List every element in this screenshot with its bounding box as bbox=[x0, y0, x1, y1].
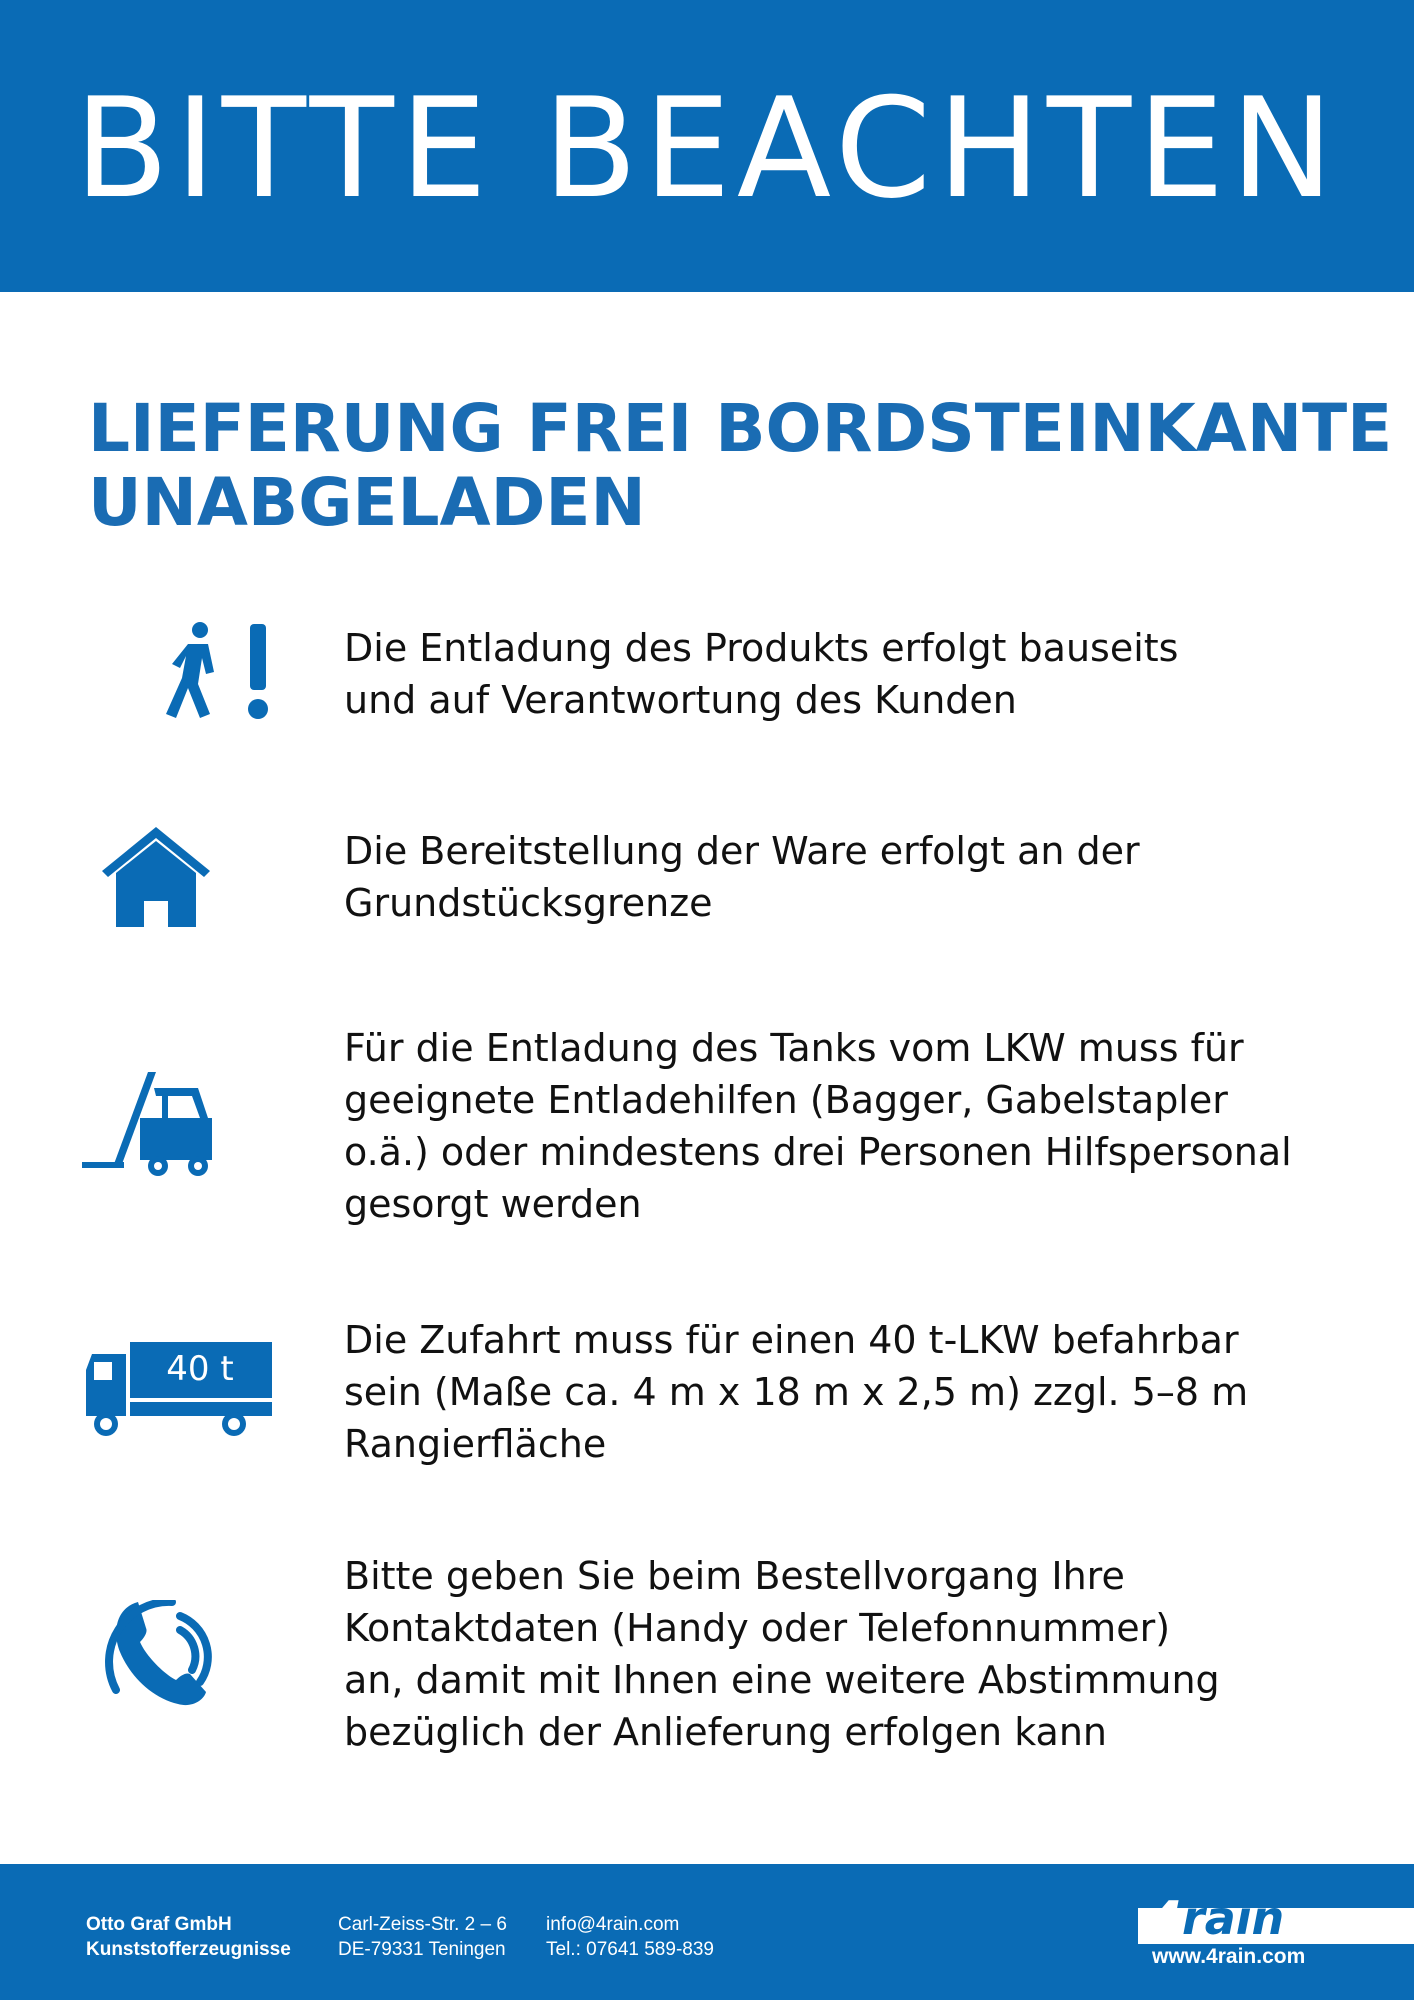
email-link[interactable]: info@4rain.com bbox=[546, 1914, 680, 1935]
city-address: DE-79331 Teningen bbox=[338, 1939, 506, 1960]
company-subtitle: Kunststofferzeugnisse bbox=[86, 1939, 291, 1960]
notice-text bbox=[344, 825, 1344, 929]
logo-wordmark bbox=[1150, 1890, 1284, 1946]
footer-company bbox=[86, 1912, 291, 1962]
logo-four: 4 bbox=[1150, 1891, 1183, 1945]
page-title: BITTE BEACHTEN bbox=[74, 68, 1340, 229]
notice-line: Kontaktdaten (Handy oder Telefonnummer) bbox=[344, 1606, 1171, 1650]
subtitle-line-1: LIEFERUNG FREI BORDSTEINKANTE bbox=[88, 390, 1393, 467]
notice-line: Grundstücksgrenze bbox=[344, 881, 713, 925]
notice-line: Rangierfläche bbox=[344, 1422, 607, 1466]
notice-line: o.ä.) oder mindestens drei Personen Hilfspersonal bbox=[344, 1130, 1292, 1174]
footer-contact bbox=[546, 1912, 714, 1962]
website-link[interactable]: www.4rain.com bbox=[1152, 1945, 1306, 1968]
notice-line: Für die Entladung des Tanks vom LKW muss für bbox=[344, 1026, 1244, 1070]
footer-address bbox=[338, 1912, 507, 1962]
notice-line: und auf Verantwortung des Kunden bbox=[344, 678, 1017, 722]
truck-icon bbox=[84, 1340, 294, 1470]
notice-line: geeignete Entladehilfen (Bagger, Gabelstapler bbox=[344, 1078, 1228, 1122]
phone-icon bbox=[76, 1600, 286, 1730]
notice-text bbox=[344, 622, 1344, 726]
notice-line: sein (Maße ca. 4 m x 18 m x 2,5 m) zzgl. 5–8 m bbox=[344, 1370, 1249, 1414]
notice-line: gesorgt werden bbox=[344, 1182, 642, 1226]
house-icon bbox=[76, 825, 286, 955]
notice-line: an, damit mit Ihnen eine weitere Abstimmung bbox=[344, 1658, 1220, 1702]
notice-line: Die Bereitstellung der Ware erfolgt an der bbox=[344, 829, 1140, 873]
phone-number: Tel.: 07641 589-839 bbox=[546, 1939, 714, 1960]
logo-rain: rain bbox=[1182, 1891, 1285, 1945]
pedestrian-warning-icon bbox=[76, 622, 286, 752]
notice-line: Bitte geben Sie beim Bestellvorgang Ihre bbox=[344, 1554, 1125, 1598]
notice-text bbox=[344, 1314, 1344, 1470]
notice-line: Die Entladung des Produkts erfolgt bauseits bbox=[344, 626, 1179, 670]
notice-text bbox=[344, 1022, 1344, 1230]
notice-line: bezüglich der Anlieferung erfolgen kann bbox=[344, 1710, 1107, 1754]
company-name: Otto Graf GmbH bbox=[86, 1914, 232, 1935]
street-address: Carl-Zeiss-Str. 2 – 6 bbox=[338, 1914, 507, 1935]
notice-line: Die Zufahrt muss für einen 40 t-LKW befahrbar bbox=[344, 1318, 1239, 1362]
subtitle-line-2: UNABGELADEN bbox=[88, 464, 646, 541]
notice-text bbox=[344, 1550, 1344, 1758]
truck-icon-label: 40 t bbox=[166, 1349, 234, 1389]
subtitle bbox=[88, 390, 1393, 541]
forklift-icon bbox=[76, 1070, 286, 1200]
